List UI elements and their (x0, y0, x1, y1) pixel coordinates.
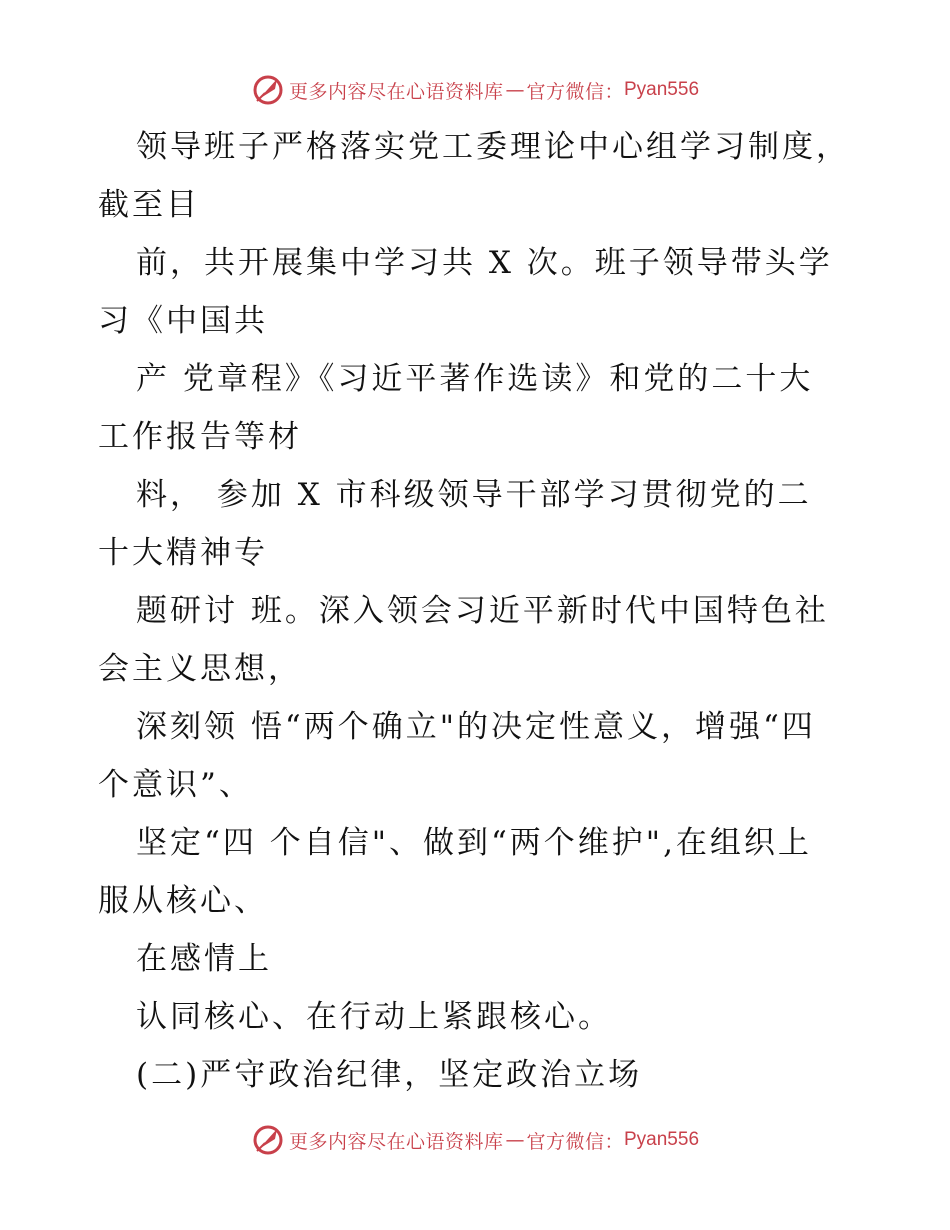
text-line: 习《中国共 (98, 303, 268, 339)
text-line: 个意识”、 (98, 767, 253, 803)
text-line: (二)严守政治纪律，坚定政治立场 (136, 1057, 643, 1093)
watermark-footer (0, 1122, 950, 1158)
watermark-id: Pyan556 (624, 79, 700, 100)
text-line: 领导班子严格落实党工委理论中心组学习制度， (136, 129, 850, 165)
watermark-header (0, 72, 950, 108)
text-line: 截至目 (98, 187, 200, 223)
text-line: 十大精神专 (98, 535, 268, 571)
text-line: 在感情上 (136, 941, 272, 977)
text-line: 料， 参加 X 市科级领导干部学习贯彻党的二 (136, 477, 812, 513)
text-line: 前，共开展集中学习共 X 次。班子领导带头学 (136, 245, 833, 281)
feather-logo-icon (251, 1123, 285, 1157)
watermark-id: Pyan556 (624, 1129, 700, 1150)
watermark-label: 官方微信： (526, 1130, 624, 1153)
watermark-label: 官方微信： (526, 80, 624, 103)
text-line: 坚定“四 个自信"、做到“两个维护",在组织上 (136, 825, 812, 861)
text-line: 服从核心、 (98, 883, 268, 919)
text-line: 产 党章程》《习近平著作选读》和党的二十大 (136, 361, 814, 397)
text-line: 题研讨 班。深入领会习近平新时代中国特色社 (136, 593, 829, 629)
text-line: 认同核心、在行动上紧跟核心。 (136, 999, 612, 1035)
text-line: 深刻领 悟“两个确立"的决定性意义，增强“四 (136, 709, 816, 745)
text-line: 会主义思想， (98, 651, 302, 687)
watermark-text: 更多内容尽在心语资料库 (288, 1130, 504, 1153)
watermark-separator: — (505, 1129, 525, 1151)
text-line: 工作报告等材 (98, 419, 302, 455)
watermark-text: 更多内容尽在心语资料库 (288, 80, 504, 103)
document-body (98, 118, 858, 1104)
feather-logo-icon (251, 73, 285, 107)
watermark-separator: — (505, 79, 525, 101)
